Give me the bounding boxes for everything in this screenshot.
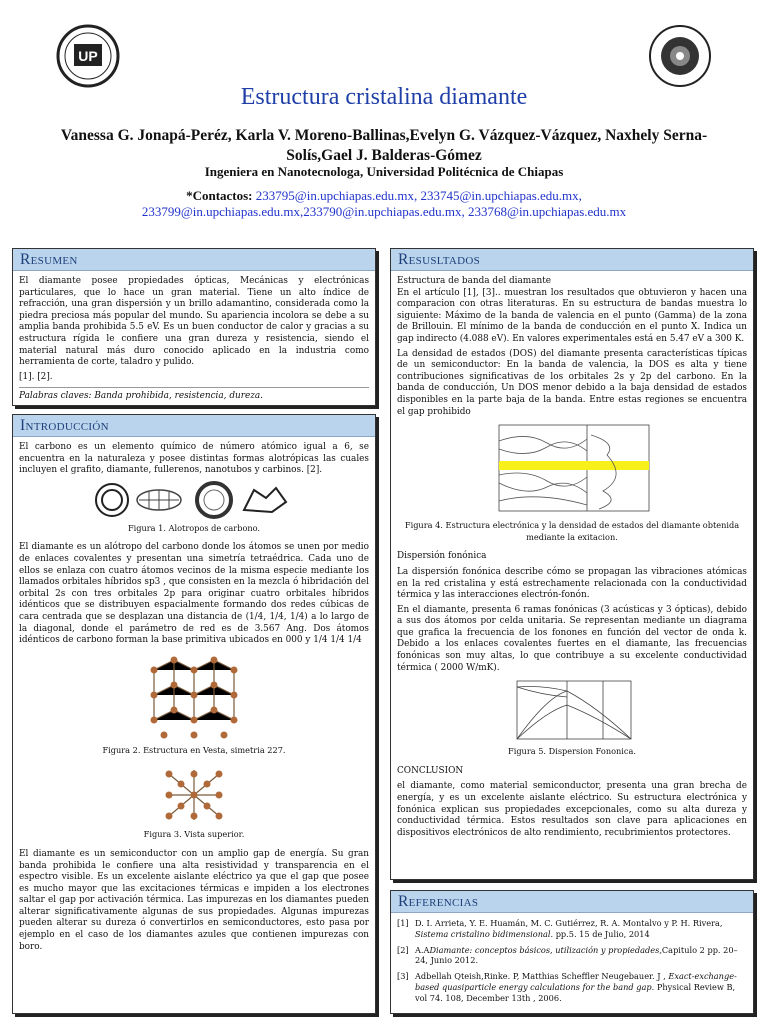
- introduccion-section: [12, 414, 376, 1014]
- results-paragraph-1: En el artículo [1], [3].. muestran los resultados que obtuvieron y hacen una comparacion con otras literaturas. En su estructura de bandas muestra lo siguiente: Máximo de la banda de valencia en el punto (Gamma) de la zona de Brillouin. El mínimo de la banda de conducción en el punto X. Indica un gap indirecto (4.088 eV). En valores experimentales está en 5.47 eV a 300 K.: [397, 287, 747, 344]
- top-view-figure: [159, 764, 229, 826]
- svg-text:UP: UP: [78, 48, 98, 64]
- vesta-structure-figure: [139, 650, 249, 742]
- introduccion-heading: Introducción: [13, 415, 375, 437]
- reference-authors: Adbellah Qteish,Rinke. P, Matthias Scheffler Neugebauer. J ,: [415, 971, 666, 982]
- conclusion-paragraph: el diamante, como material semiconductor, presenta una gran brecha de energía, y es un excelente aislante eléctrico. Su estructura electrónica y fonónica explican sus propiedades excepcionales, como su alta dureza y conductividad térmica. Estos resultados son clave para aplicaciones en dispositivos electrónicos de alto rendimiento, recubrimientos protectores.: [397, 781, 747, 838]
- reference-title: Diamante: conceptos básicos, utilización y propiedades,: [429, 944, 662, 955]
- band-structure-subheading: Estructura de banda del diamante: [397, 276, 552, 286]
- phonon-dispersion-figure: [507, 677, 637, 743]
- reference-title: Sistema cristalino bidimensional.: [415, 928, 554, 939]
- resumen-refs: [1]. [2].: [19, 371, 53, 382]
- figure-1-caption: Figura 1. Alotropos de carbono.: [127, 522, 261, 533]
- reference-source: Physical Review B, vol 74. 108, December 13th , 2006.: [415, 981, 736, 1003]
- band-structure-figure: [487, 421, 657, 517]
- reference-item: [397, 918, 747, 940]
- reference-number: [2]: [397, 944, 409, 955]
- reference-source: pp.5. 15 de Julio, 2014: [555, 928, 650, 939]
- poster-title: Estructura cristalina diamante: [240, 84, 528, 110]
- nanotecnologia-logo: [648, 24, 712, 88]
- resultados-heading: Resusltados: [391, 249, 753, 271]
- figure-3-caption: Figura 3. Vista superior.: [143, 829, 245, 840]
- authors: Vanessa G. Jonapá-Peréz, Karla V. Moreno-Ballinas,Evelyn G. Vázquez-Vázquez, Naxhely Serna-Solís,Gael J. Balderas-Gómez: [60, 127, 708, 164]
- referencias-heading: Referencias: [391, 891, 753, 913]
- affiliation: Ingeniera en Nanotecnologa, Universidad Politécnica de Chiapas: [204, 164, 564, 179]
- resumen-section: [12, 248, 376, 406]
- reference-item: [397, 971, 747, 1003]
- reference-number: [1]: [397, 918, 409, 928]
- reference-source: Capitulo 2 pp. 20–24, Junio 2012.: [415, 944, 738, 966]
- figure-5-caption: Figura 5. Dispersion Fononica.: [508, 746, 636, 757]
- resumen-heading: Resumen: [13, 249, 375, 271]
- reference-item: [397, 945, 747, 967]
- resultados-section: [390, 248, 754, 880]
- contacts-label: *Contactos:: [186, 188, 253, 203]
- keywords: Palabras claves: Banda prohibida, resistencia, dureza.: [19, 387, 369, 403]
- contact-emails[interactable]: 233795@in.upchiapas.edu.mx, 233745@in.upchiapas.edu.mx, 233799@in.upchiapas.edu.mx,233790@in.upchiapas.edu.mx, 233768@in.upchiapas.edu.mx: [141, 188, 627, 219]
- figure-4-caption: Figura 4. Estructura electrónica y la densidad de estados del diamante obtenida mediante la exitacion.: [404, 520, 740, 542]
- conclusion-subheading: CONCLUSION: [397, 765, 464, 776]
- intro-paragraph-1: El carbono es un elemento químico de número atómico igual a 6, se encuentra en la naturaleza y posee distintas formas alotrópicas las cuales incluyen el grafito, diamante, fullerenos, nanotubos y carbinos. [2].: [19, 442, 369, 476]
- reference-authors: A.A: [415, 944, 430, 955]
- university-logo: [56, 24, 120, 88]
- referencias-section: [390, 890, 754, 1014]
- intro-paragraph-3: El diamante es un semiconductor con un amplio gap de energía. Su gran banda prohibida le confiere una alta resistividad y transparencia en el espectro visible. Es un excelente aislante eléctrico ya que el gap que posee es mucho mayor que las excitaciones térmicas e impiden a los electrones saltar el gap por activación térmica. Las impurezas en los diamantes pueden alterar significativamente algunas de sus propiedades. Algunas impurezas pueden alterar su dureza ó convertirlos en semiconductores, esto pasa por ejemplo en el caso de los diamantes azules que contienen impurezas con boro.: [19, 848, 369, 952]
- resumen-text: El diamante posee propiedades ópticas, Mecánicas y electrónicas particulares, que lo hace un gran material. Tiene un alto índice de refracción, una gran dispersión y un brillo adamantino, considerada como la piedra preciosa más popular del mundo. Su apariencia incolora se debe a su amplia banda prohibida 5.5 eV. Es un buen conductor de calor y gracias a su estructura rígida le confiere una gran dureza y resistencia, siendo el material natural más duro conocido aplicado en la industria como herramienta de corte, taladro y pulido.: [19, 276, 369, 368]
- results-paragraph-4: En el diamante, presenta 6 ramas fonónicas (3 acústicas y 3 ópticas), debido a sus dos átomos por celda unitaria. Se representan mediante un diagrama que grafica la frecuencia de los fonones en función del vector de onda k. Debido a los enlaces covalentes fuertes en el diamante, las frecuencias fonónicas son muy altas, lo que contribuye a su excelente conductividad térmica ( 2000 W/mK).: [397, 604, 747, 673]
- contacts: [40, 188, 728, 220]
- reference-number: [3]: [397, 971, 409, 982]
- figure-2-caption: Figura 2. Estructura en Vesta, simetria 227.: [102, 744, 286, 755]
- reference-title: Exact-exchange-based quasiparticle energy calculations for the band gap.: [415, 971, 737, 992]
- reference-authors: D. I. Arrieta, Y. E. Huamán, M. C. Gutiérrez, R. A. Montalvo y P. H. Rivera,: [415, 918, 723, 928]
- results-paragraph-3: La dispersión fonónica describe cómo se propagan las vibraciones atómicas en la red cristalina y está estrechamente relacionada con la conductividad térmica y las interacciones electrón-fonón.: [397, 566, 747, 601]
- phonon-dispersion-subheading: Dispersión fonónica: [397, 551, 487, 562]
- results-paragraph-2: La densidad de estados (DOS) del diamante presenta características típicas de un semiconductor: En la banda de valencia, la DOS es alta y tiene contribuciones significativas de los orbitales 2s y 2p del carbono. En la banda de conducción, Un DOS menor debido a la baja densidad de estados disponibles en la parte baja de la banda. Entre estas regiones se encuentra el gap prohibido: [397, 348, 747, 417]
- carbon-allotropes-figure: [94, 480, 294, 520]
- intro-paragraph-2: El diamante es un alótropo del carbono donde los átomos se unen por medio de enlaces covalentes y presentan una simetría tetraédrica. Cada uno de ellos se enlaza con cuatro átomos vecinos de la misma especie mediante los llamados orbitales híbridos sp3 , que consisten en la mezcla ó hibridación del orbital 2s con tres orbitales 2p para originar cuatro orbitales híbridos idénticos que se distribuyen espacialmente formando dos redes cúbicas de cara centrada que se desplazan una distancia de (1/4, 1/4, 1/4) a lo largo de la diagonal, donde el parámetro de red es de 3.567 Ang. Dos átomos idénticos de carbono forman la base primitiva ubicados en 000 y 1/4 1/4 1/4: [19, 542, 369, 646]
